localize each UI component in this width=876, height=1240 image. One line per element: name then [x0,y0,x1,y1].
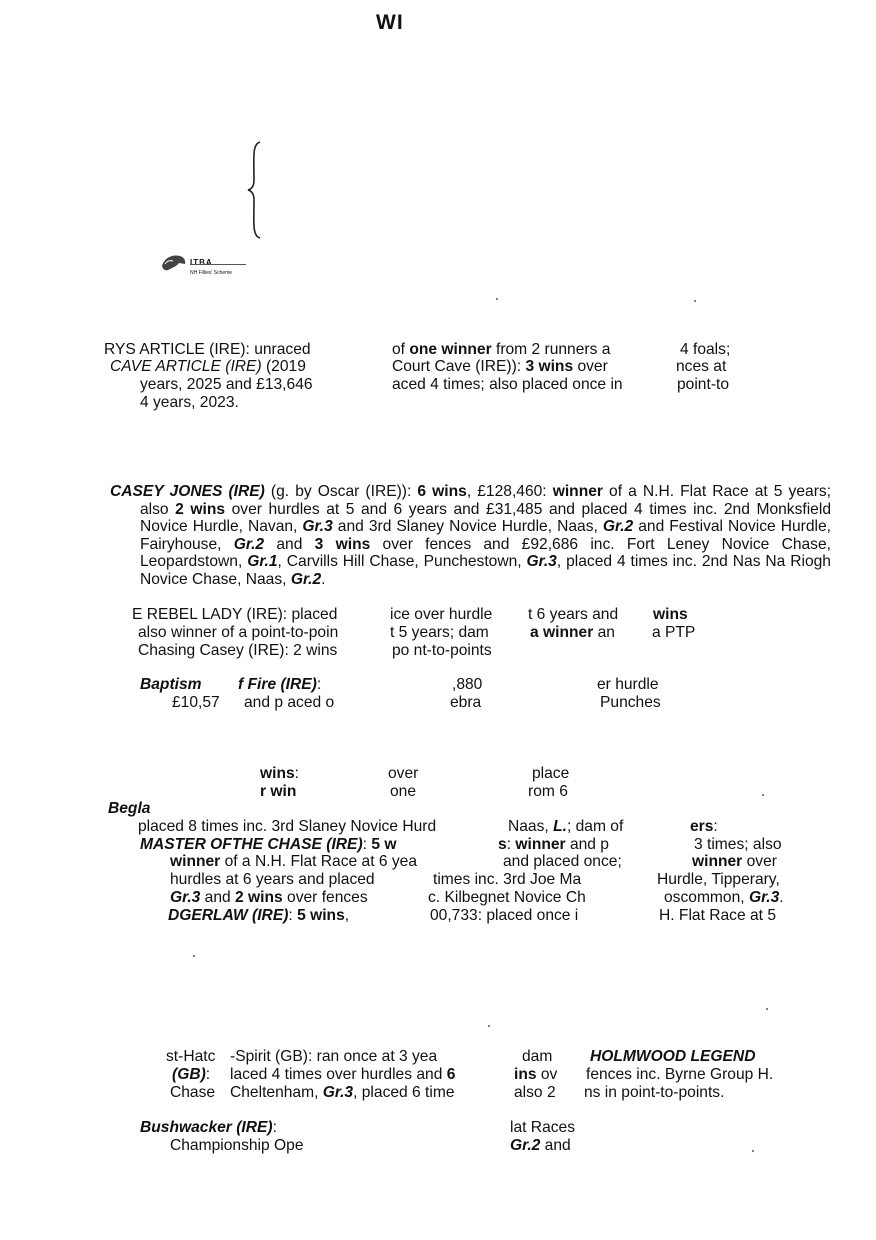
horse-head-icon [160,252,188,274]
block1-mid1: of one winner from 2 runners a [392,341,611,358]
block1-right3: point-to [677,376,730,393]
baptism-name-1: Baptism [140,676,202,693]
rebel-line1: E REBEL LADY (IRE): placed [132,606,338,623]
rebel-right1: t 6 years and [528,606,619,623]
itba-logo [160,252,260,278]
rebel-mid2: t 5 years; dam [390,624,489,641]
rebel-far1: wins [653,606,688,623]
baptism-right1: er hurdle [597,676,659,693]
holm-line1b: -Spirit (GB): ran once at 3 yea [230,1048,438,1065]
master-chase-line: MASTER OFTHE CHASE (IRE): 5 w [140,836,397,853]
bushwacker-line2: Championship Ope [170,1137,304,1154]
begla-line3b: and placed once; [503,853,622,870]
speck [752,1150,754,1152]
holm-line1c: dam [522,1048,553,1065]
speck [488,1025,490,1027]
block1-line1: RYS ARTICLE (IRE): unraced [104,341,311,358]
speck [762,794,764,796]
block1-line4: 4 years, 2023. [140,394,239,411]
holm-line2c: ins ov [514,1066,558,1083]
begla-line6b: 00,733: placed once i [430,907,579,924]
bushwacker-right1: lat Races [510,1119,576,1136]
begla-line5b: c. Kilbegnet Novice Ch [428,889,586,906]
speck [694,300,696,302]
frag-place: place [532,765,570,782]
begla-line4b: times inc. 3rd Joe Ma [433,871,582,888]
begla-line3a: winner of a N.H. Flat Race at 6 yea [170,853,418,870]
logo-name: ITBA [190,258,213,267]
baptism-line2a: £10,57 [172,694,220,711]
baptism-name-2: f Fire (IRE): [238,676,322,693]
master-chase-mid: s: winner and p [498,836,609,853]
begla-line1b: Naas, L.; dam of [508,818,624,835]
begla-name: Begla [108,800,151,817]
holm-line2b: laced 4 times over hurdles and 6 [230,1066,456,1083]
speck [496,298,498,300]
rebel-far2: a PTP [652,624,696,641]
baptism-line2b: and p aced o [244,694,335,711]
begla-line1c: ers: [690,818,718,835]
bushwacker-right2: Gr.2 and [510,1137,571,1154]
begla-line6a: DGERLAW (IRE): 5 wins, [168,907,350,924]
block1-right2: nces at [676,358,727,375]
holm-line3a: Chase [170,1084,216,1101]
block1-line3: years, 2025 and £13,646 [140,376,313,393]
begla-line5c: oscommon, Gr.3. [664,889,784,906]
begla-line5a: Gr.3 and 2 wins over fences [170,889,368,906]
speck [766,1008,768,1010]
curly-brace [246,140,266,240]
baptism-mid2: ebra [450,694,482,711]
block1-line2: CAVE ARTICLE (IRE) (2019 [110,358,306,375]
rebel-right2: a winner an [530,624,615,641]
begla-line1a: placed 8 times inc. 3rd Slaney Novice Hurd [138,818,437,835]
speck [193,955,195,957]
rebel-line3: Chasing Casey (IRE): 2 wins [138,642,338,659]
baptism-right2: Punches [600,694,661,711]
holm-line3c: also 2 [514,1084,556,1101]
rebel-mid1: ice over hurdle [390,606,493,623]
page-title: WI [376,11,404,34]
frag-rwin: r win [260,783,297,800]
holm-line3d: ns in point-to-points. [584,1084,725,1101]
casey-jones-paragraph: CASEY JONES (IRE) (g. by Oscar (IRE)): 6 wins, £128,460: winner of a N.H. Flat Race at 5 years; also 2 wins over hurdles at 5 and 6 years and £31,485 and placed 4 times inc. 2nd Monksfield Novice Hurdle, Navan, Gr.3 and 3rd Slaney Novice Hurdle, Naas, Gr.2 and Festival Novice Hurdle, Fairyhouse, Gr.2 and 3 wins over fences and £92,686 inc. Fort Leney Novice Chase, Leopardstown, Gr.1, Carvills Hill Chase, Punchestown, Gr.3, placed 4 times inc. 2nd Nas Na Riogh Novice Chase, Naas, Gr.2. [110,483,832,588]
holm-line1a: st-Hatc [166,1048,216,1065]
baptism-mid1: ,880 [452,676,483,693]
bushwacker-name: Bushwacker (IRE): [140,1119,277,1136]
holm-line2d: fences inc. Byrne Group H. [586,1066,774,1083]
block1-mid2: Court Cave (IRE)): 3 wins over [392,358,608,375]
begla-line4a: hurdles at 6 years and placed [170,871,375,888]
block1-mid3: aced 4 times; also placed once in [392,376,623,393]
frag-one: one [390,783,417,800]
begla-line4c: Hurdle, Tipperary, [657,871,780,888]
frag-rom6: rom 6 [528,783,568,800]
block1-right1: 4 foals; [680,341,731,358]
holm-line3b: Cheltenham, Gr.3, placed 6 time [230,1084,455,1101]
begla-line3c: winner over [692,853,777,870]
holm-line2a: (GB): [172,1066,211,1083]
frag-over: over [388,765,419,782]
rebel-mid3: po nt-to-points [392,642,492,659]
holm-line1d: HOLMWOOD LEGEND [590,1048,756,1065]
rebel-line2: also winner of a point-to-poin [138,624,339,641]
logo-tagline: NH Fillies' Scheme [190,270,233,276]
begla-line6c: H. Flat Race at 5 [659,907,776,924]
frag-wins: wins: [260,765,300,782]
master-chase-right: 3 times; also [694,836,782,853]
